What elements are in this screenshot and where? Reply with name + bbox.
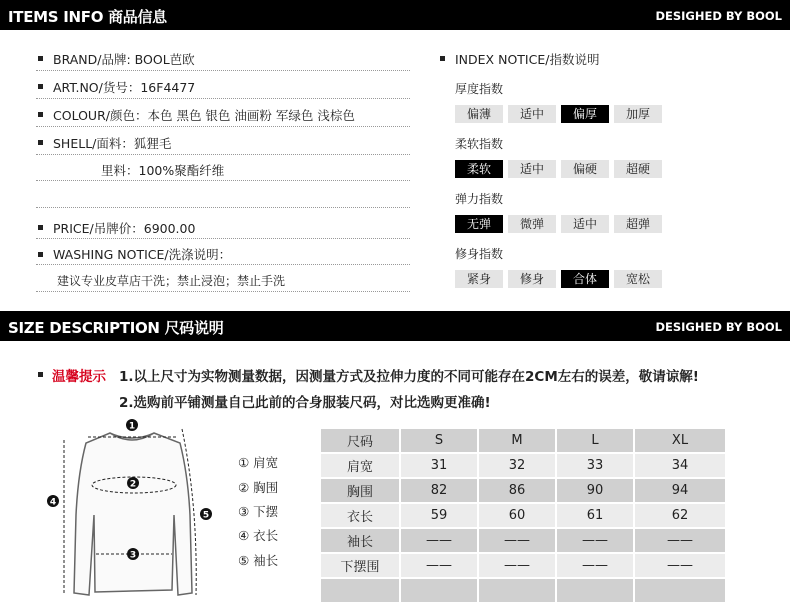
table-cell: —— xyxy=(479,529,555,552)
table-header-row xyxy=(321,429,725,452)
softness-option-selected: 柔软 xyxy=(455,160,503,178)
elasticity-index-label: 弹力指数 xyxy=(455,192,504,206)
thickness-option: 加厚 xyxy=(614,105,662,123)
table-cell: 60 xyxy=(479,504,555,527)
fit-option: 修身 xyxy=(508,270,556,288)
bullet xyxy=(440,56,445,61)
thickness-option: 偏薄 xyxy=(455,105,503,123)
legend-item: ① 肩宽 xyxy=(238,455,279,470)
legend-item: ③ 下摆 xyxy=(238,504,279,519)
table-cell: —— xyxy=(635,554,725,577)
elasticity-option: 微弹 xyxy=(508,215,556,233)
fit-option: 紧身 xyxy=(455,270,503,288)
table-row xyxy=(321,479,725,502)
elasticity-option: 适中 xyxy=(561,215,609,233)
table-row xyxy=(321,529,725,552)
table-cell: 94 xyxy=(635,479,725,502)
svg-text:3: 3 xyxy=(129,550,137,561)
table-header-cell: S xyxy=(401,429,477,452)
table-row xyxy=(321,454,725,477)
divider xyxy=(36,207,410,208)
table-cell: —— xyxy=(401,554,477,577)
size-description-banner xyxy=(0,311,790,341)
index-notice-title: INDEX NOTICE/指数说明 xyxy=(455,52,600,67)
table-cell xyxy=(479,579,555,602)
table-cell: —— xyxy=(635,529,725,552)
softness-option: 偏硬 xyxy=(561,160,609,178)
table-cell: 34 xyxy=(635,454,725,477)
bullet xyxy=(38,56,43,61)
svg-text:4: 4 xyxy=(49,497,57,508)
garment-measurement-diagram xyxy=(40,415,230,605)
thickness-index-label: 厚度指数 xyxy=(455,82,504,96)
bullet xyxy=(38,252,43,257)
tip-line-2: 2.选购前平铺测量自己此前的合身服装尺码，对比选购更准确! xyxy=(119,395,491,411)
tip-line-1: 1.以上尺寸为实物测量数据，因测量方式及拉伸力度的不同可能存在2CM左右的误差，敬请谅解! xyxy=(119,369,699,385)
elasticity-option-selected: 无弹 xyxy=(455,215,503,233)
divider xyxy=(36,98,410,99)
table-cell: 32 xyxy=(479,454,555,477)
size-table xyxy=(319,427,727,604)
items-info-banner xyxy=(0,0,790,30)
fit-index-label: 修身指数 xyxy=(455,247,504,261)
washing-text: 建议专业皮草店干洗；禁止浸泡；禁止手洗 xyxy=(57,274,286,288)
table-cell: 31 xyxy=(401,454,477,477)
table-cell: 82 xyxy=(401,479,477,502)
softness-option: 超硬 xyxy=(614,160,662,178)
colour-row: COLOUR/颜色：本色 黑色 银色 油画粉 军绿色 浅棕色 xyxy=(53,108,355,123)
bullet xyxy=(38,372,43,377)
legend-item: ② 胸围 xyxy=(238,480,279,495)
table-row xyxy=(321,504,725,527)
artno-row: ART.NO/货号：16F4477 xyxy=(53,80,196,95)
table-header-cell: L xyxy=(557,429,633,452)
size-description-title: SIZE DESCRIPTION 尺码说明 xyxy=(8,319,224,337)
tips-label: 温馨提示 xyxy=(52,369,106,385)
bullet xyxy=(38,140,43,145)
table-cell: —— xyxy=(557,529,633,552)
legend-item: ④ 衣长 xyxy=(238,528,279,543)
svg-text:5: 5 xyxy=(202,510,210,521)
table-cell: —— xyxy=(479,554,555,577)
table-cell: —— xyxy=(401,529,477,552)
sweater-outline xyxy=(74,433,192,595)
thickness-option: 适中 xyxy=(508,105,556,123)
fit-option-selected: 合体 xyxy=(561,270,609,288)
items-info-brand: DESIGHED BY BOOL xyxy=(655,9,782,23)
legend-item: ⑤ 袖长 xyxy=(238,553,279,568)
divider xyxy=(36,70,410,71)
table-cell: 胸围 xyxy=(321,479,399,502)
divider xyxy=(36,126,410,127)
divider xyxy=(36,154,410,155)
table-cell: 90 xyxy=(557,479,633,502)
table-cell xyxy=(635,579,725,602)
shell-row: SHELL/面料：狐狸毛 xyxy=(53,136,172,151)
table-cell: 袖长 xyxy=(321,529,399,552)
size-description-brand: DESIGHED BY BOOL xyxy=(655,320,782,334)
svg-text:1: 1 xyxy=(128,421,136,432)
thickness-option-selected: 偏厚 xyxy=(561,105,609,123)
table-cell: 59 xyxy=(401,504,477,527)
table-header-cell: XL xyxy=(635,429,725,452)
table-cell: 肩宽 xyxy=(321,454,399,477)
table-row xyxy=(321,554,725,577)
table-cell: 下摆围 xyxy=(321,554,399,577)
fit-option: 宽松 xyxy=(614,270,662,288)
bullet xyxy=(38,84,43,89)
table-cell: 62 xyxy=(635,504,725,527)
price-row: PRICE/吊牌价：6900.00 xyxy=(53,221,196,236)
divider xyxy=(36,291,410,292)
table-cell xyxy=(557,579,633,602)
softness-index-label: 柔软指数 xyxy=(455,137,504,151)
table-cell: 86 xyxy=(479,479,555,502)
svg-text:2: 2 xyxy=(129,479,137,490)
table-cell xyxy=(401,579,477,602)
table-cell: 衣长 xyxy=(321,504,399,527)
table-cell: —— xyxy=(557,554,633,577)
lining-row: 里料：100%聚酯纤维 xyxy=(101,163,225,178)
items-info-title: ITEMS INFO 商品信息 xyxy=(8,8,167,26)
table-row xyxy=(321,579,725,602)
table-cell: 61 xyxy=(557,504,633,527)
softness-option: 适中 xyxy=(508,160,556,178)
bullet xyxy=(38,225,43,230)
divider xyxy=(36,238,410,239)
washing-row: WASHING NOTICE/洗涤说明： xyxy=(53,247,232,262)
table-cell xyxy=(321,579,399,602)
divider xyxy=(36,180,410,181)
table-header-cell: M xyxy=(479,429,555,452)
table-header-cell: 尺码 xyxy=(321,429,399,452)
brand-row: BRAND/品牌: BOOL芭欧 xyxy=(53,52,195,67)
bullet xyxy=(38,112,43,117)
table-cell: 33 xyxy=(557,454,633,477)
divider xyxy=(36,264,410,265)
elasticity-option: 超弹 xyxy=(614,215,662,233)
